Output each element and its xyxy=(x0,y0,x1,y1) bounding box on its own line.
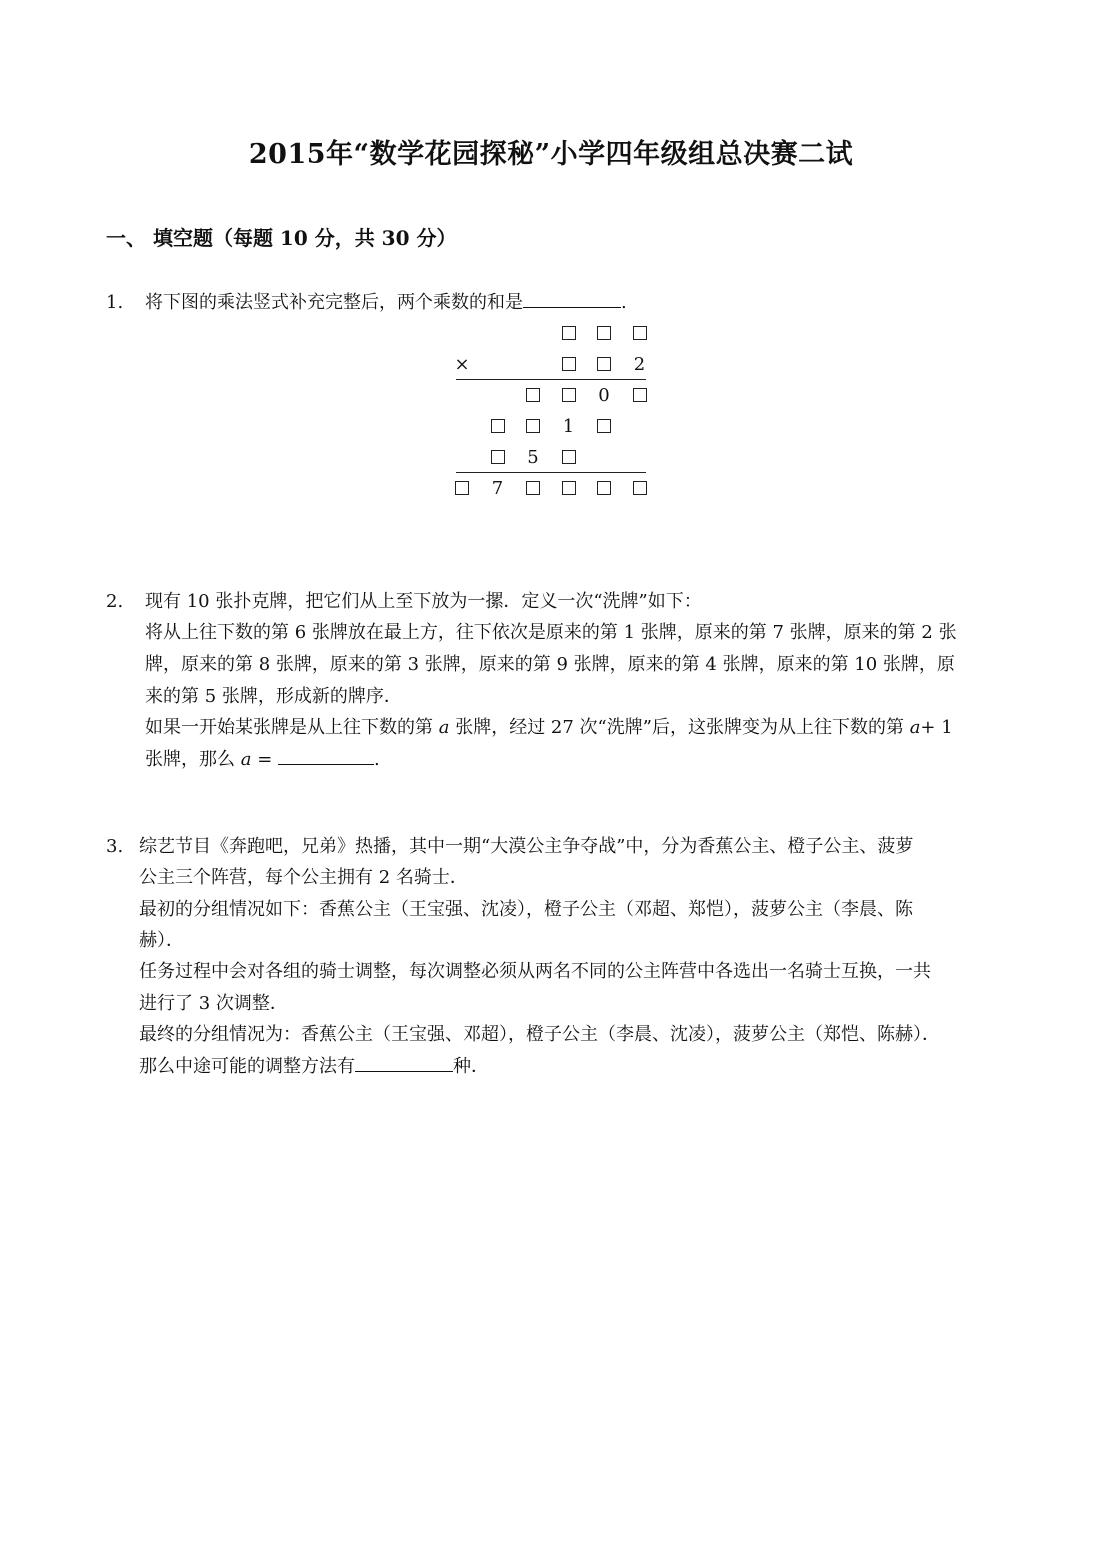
digit-box-r5-c0 xyxy=(444,473,480,504)
digit-r4-c2: 5 xyxy=(527,447,539,468)
q3-line3: 最初的分组情况如下：香蕉公主（王宝强、沈凌），橙子公主（邓超、郑恺），菠萝公主（李晨、陈 xyxy=(139,899,913,920)
times-sign: × xyxy=(454,354,470,375)
digit-box-r3-c2 xyxy=(515,411,551,442)
digit-r3-c3: 1 xyxy=(562,416,575,437)
digit-r2-c4: 0 xyxy=(598,385,610,406)
digit-box-r2-c3 xyxy=(551,380,587,411)
digit-box-r2-c5 xyxy=(622,380,658,411)
digit-box-r5-c3 xyxy=(551,473,587,504)
q3-line8-a: 那么中途可能的调整方法有 xyxy=(139,1056,355,1077)
q3-line5: 任务过程中会对各组的骑士调整，每次调整必须从两名不同的公主阵营中各选出一名骑士互换，一共 xyxy=(139,961,931,982)
q2-line2: 将从上往下数的第 6 张牌放在最上方，往下依次是原来的第 1 张牌，原来的第 7 张牌，原来的第 2 张 xyxy=(145,622,957,643)
digit-box-r3-c4 xyxy=(586,411,622,442)
digit-r1-c5: 2 xyxy=(633,354,646,375)
q2-line5-b: 张牌，经过 27 次“洗牌”后，这张牌变为从上往下数的第 xyxy=(455,717,904,738)
digit-box-r0-c4 xyxy=(586,318,622,349)
q2-answer-blank[interactable] xyxy=(278,744,374,765)
multiplication-rule-2 xyxy=(456,472,646,473)
section-header: 一、 填空题（每题 10 分，共 30 分） xyxy=(106,226,457,250)
q2-plus-one: + 1 xyxy=(920,717,953,738)
q3-line2: 公主三个阵营，每个公主拥有 2 名骑士． xyxy=(139,867,468,888)
digit-box-r4-c3 xyxy=(551,442,587,473)
digit-r5-c1: 7 xyxy=(491,478,504,499)
q2-eq: = xyxy=(257,749,273,770)
digit-box-r5-c2 xyxy=(515,473,551,504)
q2-var-a-3: a xyxy=(240,749,252,770)
digit-box-r1-c3 xyxy=(551,349,587,380)
q2-line5 xyxy=(145,712,953,743)
multiplication-grid xyxy=(448,318,654,510)
q2-line5-a: 如果一开始某张牌是从上往下数的第 xyxy=(145,717,433,738)
digit-box-r5-c5 xyxy=(622,473,658,504)
q3-line8 xyxy=(139,1051,489,1082)
q2-var-a-2: a xyxy=(909,717,921,738)
digit-box-r3-c1 xyxy=(480,411,516,442)
q1-text xyxy=(145,287,627,318)
q2-end: . xyxy=(374,749,380,770)
q3-line1: 综艺节目《奔跑吧，兄弟》热播，其中一期“大漠公主争夺战”中，分为香蕉公主、橙子公主、菠萝 xyxy=(139,836,914,857)
digit-box-r0-c5 xyxy=(622,318,658,349)
q3-line8-b: 种． xyxy=(453,1056,489,1077)
digit-box-r2-c2 xyxy=(515,380,551,411)
q2-line3: 牌，原来的第 8 张牌，原来的第 3 张牌，原来的第 9 张牌，原来的第 4 张牌，原来的第 10 张牌，原 xyxy=(145,654,955,675)
q3-line4: 赫）． xyxy=(139,930,184,951)
page-title: 2015年“数学花园探秘”小学四年级组总决赛二试 xyxy=(248,139,854,170)
q2-line6-a: 张牌，那么 xyxy=(145,749,235,770)
q2-line4: 来的第 5 张牌，形成新的牌序． xyxy=(145,686,402,707)
q3-number: 3. xyxy=(106,836,124,857)
digit-box-r4-c1 xyxy=(480,442,516,473)
q3-answer-blank[interactable] xyxy=(355,1051,453,1072)
q1-answer-blank[interactable] xyxy=(523,287,621,308)
q3-line6: 进行了 3 次调整． xyxy=(139,993,288,1014)
q2-var-a: a xyxy=(438,717,450,738)
digit-box-r0-c3 xyxy=(551,318,587,349)
digit-box-r5-c4 xyxy=(586,473,622,504)
digit-box-r1-c4 xyxy=(586,349,622,380)
q1-number: 1. xyxy=(106,292,124,313)
q1-prompt: 将下图的乘法竖式补充完整后，两个乘数的和是 xyxy=(145,292,523,313)
multiplication-rule-1 xyxy=(456,379,646,380)
q2-line1: 现有 10 张扑克牌，把它们从上至下放为一摞．定义一次“洗牌”如下： xyxy=(145,591,702,612)
q3-line7: 最终的分组情况为：香蕉公主（王宝强、邓超），橙子公主（李晨、沈凌），菠萝公主（郑恺、陈赫）． xyxy=(139,1024,940,1045)
q2-number: 2. xyxy=(106,591,124,612)
q1-end: . xyxy=(621,292,627,313)
q2-line6 xyxy=(145,744,380,775)
